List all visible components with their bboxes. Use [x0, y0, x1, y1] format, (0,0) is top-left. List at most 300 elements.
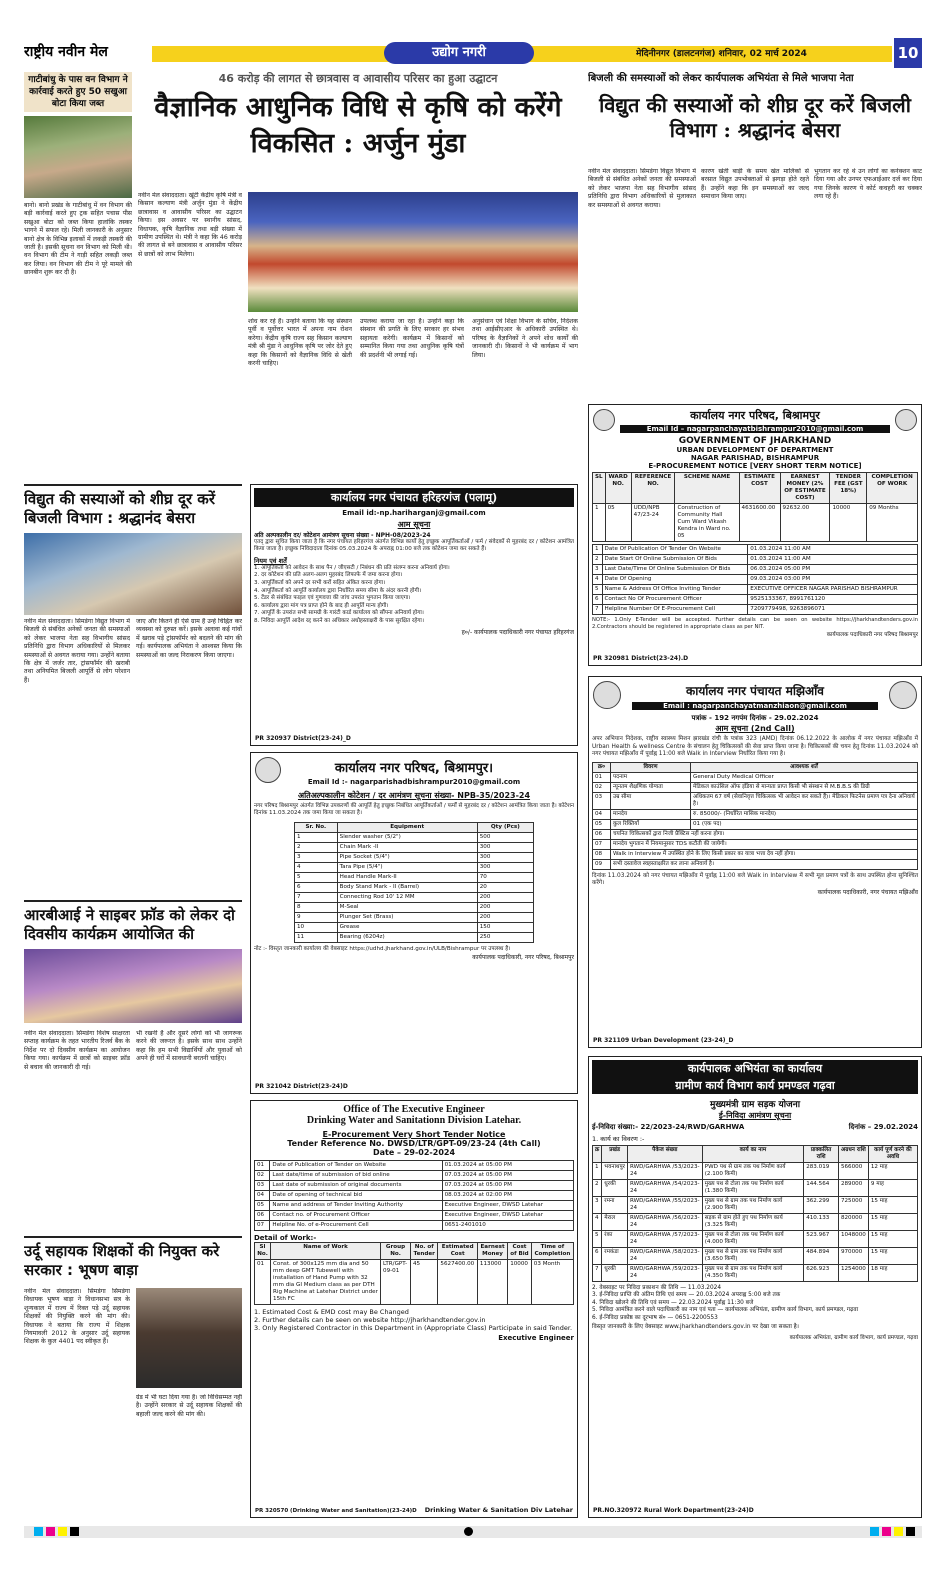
table-row	[593, 819, 918, 829]
cell: RWD/GARHWA /54/2023-24	[627, 1180, 702, 1197]
cell: 9525133367, 8991761120	[748, 595, 918, 605]
table-row	[593, 585, 918, 595]
cell: 484.894	[804, 1248, 839, 1265]
term: 6. कार्यालय द्वारा मांग पत्र प्राप्त होने के बाद ही आपूर्ति मान्य होगी।	[254, 602, 389, 609]
notice-terms-title: नियम एवं शर्तें	[254, 556, 287, 565]
cell: न्यूनतम शैक्षणिक योग्यता	[611, 782, 691, 792]
cell: चयनित चिकित्सकों द्वारा निजी प्रैक्टिस नहीं करना होगा।	[611, 829, 918, 839]
note: 1. Estimated Cost & EMD cost may Be Changed	[254, 1308, 409, 1316]
cell: 7	[295, 892, 338, 902]
notice-title: आम सूचना (2nd Call)	[715, 724, 795, 733]
notice-majhiaon	[588, 676, 922, 1048]
notice-email: Email Id – nagarpanchayatbishrampur2010@gmail.com	[620, 425, 890, 433]
cell: 2	[295, 842, 338, 852]
masthead	[24, 38, 922, 68]
cell: Executive Engineer, DWSD Latehar	[442, 1211, 573, 1221]
cell: 283.019	[804, 1163, 839, 1180]
col-header: कार्य पूर्ण करने की अवधि	[868, 1146, 917, 1163]
cell: Date Start Of Online Submission Of Bids	[602, 555, 748, 565]
col-header: क्र०	[593, 762, 611, 772]
story-photo	[24, 949, 242, 1023]
table-row	[255, 1161, 574, 1171]
col-header: REFERENCE NO.	[631, 473, 675, 504]
lead-photo	[248, 192, 578, 312]
cell: 0651-2401010	[442, 1221, 573, 1231]
cell: 08	[593, 849, 611, 859]
cell: मुख्य पथ से टोला तक पथ निर्माण कार्य (1.380 किमी)	[702, 1180, 803, 1197]
notice-intro: एतद् द्वारा सूचित किया जाता है कि नगर पंचायत हरिहरगंज अंतर्गत विभिन्न कार्यों हेतु इच्छुक आपूर्तिकर्ताओं / फर्म / संवेदकों से मुहरबंद दर / कोटेशन आमंत्रित किया जाता है। इच्छुक निविदादाता दिनांक 05.03.2024 के अपराह्न 01:00 बजे तक कोटेशन जमा कर सकते हैं।	[254, 539, 574, 553]
lead-body-1: नवीन मेल संवाददाता। खूंटी केंद्रीय कृषि मंत्री व किसान कल्याण मंत्री अर्जुन मुंडा ने केंद्रीय छात्रावास व आवासीय परिसर का उद्घाटन किया। इस अवसर पर स्थानीय सांसद, विधायक, कृषि वैज्ञानिक तथा बड़ी संख्या में ग्रामीण उपस्थित थे। मंत्री ने कहा कि 46 करोड़ की लागत से बने छात्रावास व आवासीय परिसर से छात्रों को लाभ मिलेगा।	[138, 192, 242, 258]
col-header: क्र	[593, 1146, 602, 1163]
schedule-table	[592, 544, 918, 615]
cell: 3	[593, 1197, 602, 1214]
cell: 11	[295, 932, 338, 942]
cell: 362.299	[804, 1197, 839, 1214]
cell: RWD/GARHWA /55/2023-24	[627, 1197, 702, 1214]
cell: 01.03.2024 11:00 AM	[748, 555, 918, 565]
registration-mark	[464, 1527, 473, 1536]
emblem-icon	[255, 757, 281, 783]
table-row	[593, 1248, 918, 1265]
table-row	[255, 1260, 574, 1305]
col-header: SL	[593, 473, 606, 504]
cell: 06	[255, 1211, 270, 1221]
notice-pr: PR 320937 District(23-24)_D	[255, 735, 351, 742]
cell: 2	[593, 555, 603, 565]
story-body-col2: भी रखनी है और दूसरे लोगों को भी जागरूक करने की जरूरत है। इसके साथ साथ उन्होंने कहा कि हम सभी विद्यार्थियों और युवाओं को अपने ही घरों में सावधानी बरतनी चाहिए।	[136, 1030, 242, 1063]
cell: Construction of Community Hall Cum Ward Vikash Kendra in Ward no. 05	[675, 504, 739, 542]
table-row	[255, 1191, 574, 1201]
cell: 1	[593, 504, 606, 542]
cell: 300	[477, 842, 533, 852]
notice-email: Email : nagarpanchayatmanzhiaon@gmail.com	[632, 702, 878, 710]
cell: मानदेय	[611, 809, 691, 819]
cell: 04	[593, 809, 611, 819]
table-row	[593, 839, 918, 849]
date-line: 4. निविदा खोलने की तिथि एवं समय — 22.03.2024 पूर्वाह्न 11:30 बजे	[592, 1299, 754, 1306]
cell: Head Handle Mark-II	[337, 872, 477, 882]
col-header: पैकेज संख्या	[627, 1146, 702, 1163]
notice-ref: ई-निविदा संख्या:- 22/2023-24/RWD/GARHWA	[592, 1123, 745, 1131]
col-header: SCHEME NAME	[675, 473, 739, 504]
notice-terms	[254, 565, 574, 626]
left-top-story	[24, 72, 132, 472]
cell: पदनाम	[611, 772, 691, 782]
note: 2. Further details can be seen on website http://jharkhandtender.gov.in	[254, 1316, 486, 1324]
notice-date: दिनांक – 29.02.2024	[848, 1123, 918, 1131]
cell: 523.967	[804, 1231, 839, 1248]
cell: 9 माह	[868, 1180, 917, 1197]
notice-sign: कार्यपालक पदाधिकारी नगर परिषद बिश्रामपुर	[826, 632, 918, 639]
term: 5. टेंडर से संबंधित फाइल एवं गुणवत्ता की जांच उपरांत भुगतान किया जाएगा।	[254, 595, 411, 602]
cell: मुख्य पथ से ग्राम तक पथ निर्माण कार्य (3.650 किमी)	[702, 1248, 803, 1265]
cell: Body Stand Mark - II (Barrel)	[337, 882, 477, 892]
table-row	[593, 772, 918, 782]
table-row	[255, 1181, 574, 1191]
cell: 01 (एक पद)	[691, 819, 918, 829]
cell: 06	[593, 829, 611, 839]
notice-sign: ह०/- कार्यपालक पदाधिकारी नगर पंचायत हरिहरगंज	[461, 628, 574, 636]
cell: General Duty Medical Officer	[691, 772, 918, 782]
notice-sub: 1. कार्य का विवरण :-	[592, 1135, 645, 1143]
notice-office: कार्यालय नगर पंचायत मझिआँव	[686, 684, 824, 698]
cell: Date of Publication of Tender on Website	[270, 1161, 442, 1171]
story-body-col2: ग्रेड में भी घटा दिया गया है। जो विधिसम्मत नहीं है। उन्होंने सरकार से उर्दू सहायक शिक्षकों की बहाली जल्द करने की मांग की।	[136, 1394, 242, 1418]
notice-office-2: Drinking Water and Sanitationn Division Latehar.	[306, 1115, 522, 1126]
lead-body-2: शोध कर रहे हैं। उन्होंने बताया कि यह संस्थान पूर्वी व पूर्वोत्तर भारत में अपना नाम रोशन करेगा। केंद्रीय कृषि राज्य सह किसान कल्याण मंत्री श्री मुंडा ने आधुनिक कृषि पर जोर देते हुए कहा कि किसानों को वैज्ञानिक विधि से खेती करनी चाहिए।	[248, 318, 352, 368]
cell: 6	[295, 882, 338, 892]
works-table	[592, 1145, 918, 1282]
registration-mark	[882, 1527, 891, 1536]
cell: 1	[593, 545, 603, 555]
cell: 06.03.2024 05:00 PM	[748, 565, 918, 575]
table-row	[593, 782, 918, 792]
table-row	[593, 1231, 918, 1248]
notice-pr: PR 321042 District(23-24)D	[255, 1083, 348, 1090]
left-rbi-story	[24, 900, 242, 1230]
cell: 01.03.2024 at 05:00 PM	[442, 1161, 573, 1171]
col-header: आवश्यक शर्तें	[691, 762, 918, 772]
cell: 6	[593, 595, 603, 605]
notice-office: कार्यपालक अभियंता का कार्यालय	[592, 1060, 918, 1077]
table-row	[593, 504, 918, 542]
left-electricity-story	[24, 484, 242, 894]
section-name: उद्योग नगरी	[384, 42, 534, 64]
cell: भवनाथपुर	[602, 1163, 628, 1180]
cell: 7	[593, 605, 603, 615]
table-row	[295, 862, 534, 872]
eligibility-table	[592, 762, 918, 870]
notice-footer-sign: Drinking Water & Sanitation Div Latehar	[424, 1506, 573, 1514]
notice-footer: विस्तृत जानकारी के लिए वेबसाइट www.jharkhandtenders.gov.in पर देखा जा सकता है।	[592, 1324, 799, 1331]
cell: 10000	[508, 1260, 532, 1305]
lead-body-3: उपलब्ध कराया जा रहा है। उन्होंने कहा कि संस्थान की प्रगति के लिए सरकार हर संभव सहायता करेगी। कार्यक्रम में किसानों को सम्मानित किया गया तथा आधुनिक कृषि यंत्रों की प्रदर्शनी भी लगाई गई।	[360, 318, 464, 359]
col-header: WARD NO.	[605, 473, 631, 504]
notice-parishad: NAGAR PARISHAD, BISHRAMPUR	[690, 454, 820, 462]
cell: 15 माह	[868, 1248, 917, 1265]
date-line: 5. निविदा आमंत्रित करने वाले पदाधिकारी का नाम एवं पता — कार्यपालक अभियंता, ग्रामीण कार्य विभाग, कार्य प्रमण्डल, गढ़वा	[592, 1307, 859, 1314]
notice-title: अतिअल्पकालीन कोटेशन / दर आमंत्रण सूचना संख्या- NPB-35/2023-24	[297, 791, 531, 800]
registration-mark	[906, 1527, 915, 1536]
cell: 4631600.00	[739, 504, 780, 542]
table-row	[593, 555, 918, 565]
table-row	[593, 1214, 918, 1231]
cell: Helpline No. of e-Procurement Cell	[270, 1221, 442, 1231]
notice-sign: कार्यपालक पदाधिकारी, नगर पंचायत मझिआँव	[817, 888, 918, 896]
col-header: Qty (Pcs)	[477, 822, 533, 832]
col-header: Sr. No.	[295, 822, 338, 832]
story-kicker: बिजली की समस्याओं को लेकर कार्यपालक अभियंता से मिले भाजपा नेता	[588, 73, 854, 84]
cell: मेराल	[602, 1214, 628, 1231]
col-header: Sl No.	[255, 1243, 271, 1260]
term: 7. आपूर्ति के उपरांत सभी सामग्री के गारंटी कार्ड कार्यालय को सौंपना अनिवार्य होगा।	[254, 610, 424, 617]
col-header: EARNEST MONEY (2% OF ESTIMATE COST)	[780, 473, 830, 504]
cell: 3	[295, 852, 338, 862]
notice-hariharganj	[250, 484, 578, 746]
cell: 2	[593, 1180, 602, 1197]
cell: Date Of Opening	[602, 575, 748, 585]
table-row	[593, 849, 918, 859]
table-row	[593, 1197, 918, 1214]
cell: RWD/GARHWA /53/2023-24	[627, 1163, 702, 1180]
cell: अधिकतम 67 वर्ष (सेवानिवृत्त चिकित्सक भी आवेदन कर सकते हैं)। मेडिकल फिटनेस प्रमाण पत्र देना अनिवार्य है।	[691, 792, 918, 809]
notice-email: Email Id :- nagarparishadbishrampur2010@gmail.com	[307, 778, 521, 786]
notice-gov: GOVERNMENT OF JHARKHAND	[678, 436, 832, 446]
cell: LTR/GPT-09-01	[381, 1260, 411, 1305]
cell: Chain Mark -II	[337, 842, 477, 852]
cell: Slender washer (5/2")	[337, 832, 477, 842]
cell: मेडिकल काउंसिल ऑफ इंडिया से मान्यता प्राप्त किसी भी संस्थान से M.B.B.S की डिग्री	[691, 782, 918, 792]
cell: 3	[593, 565, 603, 575]
table-row	[593, 829, 918, 839]
schedule-table	[254, 1160, 574, 1231]
story-body-col1: नवीन मेल संवाददाता। सिमडेगा विशेष साक्षरता सप्ताह कार्यक्रम के तहत भारतीय रिजर्व बैंक के निर्देश पर दो दिवसीय कार्यक्रम का आयोजन किया गया। कार्यक्रम में छात्रों को साइबर फ्रॉड से बचाव की जानकारी दी गई।	[24, 1030, 130, 1071]
cell: 09	[593, 859, 611, 869]
cell: 01	[593, 772, 611, 782]
cell: 5627400.00	[438, 1260, 478, 1305]
note: 3. Only Registered Contractor in this Department in (Appropriate Class) Participate in said Tender.	[254, 1324, 573, 1332]
cell: 150	[477, 922, 533, 932]
cell: 05	[593, 819, 611, 829]
cell: UDD/NPB 47/23-24	[631, 504, 675, 542]
notice-footer: दिनांक 11.03.2024 को नगर पंचायत मझिआँव में पूर्वाह्न 11:00 बजे Walk in Interview में सभी मूल प्रमाण पत्रों के साथ उपस्थित होना सुनिश्चित करेंगे।	[592, 872, 918, 887]
cell: 12 माह	[868, 1163, 917, 1180]
table-row	[593, 605, 918, 615]
cell: मुख्य पथ से ग्राम तक पथ निर्माण कार्य (4.350 किमी)	[702, 1265, 803, 1282]
mla-photo	[136, 1288, 242, 1388]
cell: रु. 85000/- (निर्धारित मासिक मानदेय)	[691, 809, 918, 819]
notice-title: आम सूचना	[397, 520, 431, 529]
cell: 626.923	[804, 1265, 839, 1282]
cell: 1	[295, 832, 338, 842]
table-row	[593, 1265, 918, 1282]
col-header: Estimated Cost	[438, 1243, 478, 1260]
cell: 6	[593, 1248, 602, 1265]
notice-notes: NOTE:- 1.Only E-Tender will be accepted. Further details can be seen on website https://jharkhandtenders.gov.in 2.Contractors should be registered in appropriate class as per NIT.	[592, 617, 918, 630]
cell: RWD/GARHWA /56/2023-24	[627, 1214, 702, 1231]
cell: रमकंडा	[602, 1248, 628, 1265]
cell: Helpline Number Of E-Procurement Cell	[602, 605, 748, 615]
tender-table	[592, 472, 918, 542]
cell: 4	[593, 1214, 602, 1231]
cell: RWD/GARHWA /58/2023-24	[627, 1248, 702, 1265]
cell: मानदेय भुगतान में नियमानुसार TDS कटौती की जायेगी।	[611, 839, 918, 849]
notice-title: ई-निविदा आमंत्रण सूचना	[718, 1111, 792, 1120]
notice-office: Office of The Executive Engineer	[343, 1104, 485, 1115]
cell: 5	[593, 585, 603, 595]
cell: 20	[477, 882, 533, 892]
cell: 566000	[838, 1163, 868, 1180]
story-kicker: गाटीबांधु के पास वन विभाग ने कार्रवाई करते हुए 50 सखुआ बोटा किया जब्त	[24, 72, 132, 112]
cell: 03	[255, 1181, 270, 1191]
table-row	[255, 1211, 574, 1221]
equipment-table	[294, 822, 534, 943]
cell: 70	[477, 872, 533, 882]
notice-dates	[592, 1285, 918, 1322]
cell: Date of opening of technical bid	[270, 1191, 442, 1201]
cell: 144.564	[804, 1180, 839, 1197]
cell: 9	[295, 912, 338, 922]
table-row	[255, 1221, 574, 1231]
color-registration-bar	[24, 1526, 922, 1538]
emblem-icon	[895, 409, 917, 431]
cell: 10	[295, 922, 338, 932]
registration-mark	[870, 1527, 879, 1536]
notice-intro: नगर परिषद बिश्रामपुर अंतर्गत विभिन्न उपकरणों की आपूर्ति हेतु इच्छुक निबंधित आपूर्तिकर्ताओं / फर्मों से मुहरबंद दर / कोटेशन आमंत्रित किया जाता है। कोटेशन दिनांक 11.03.2024 तक जमा किया जा सकता है।	[254, 803, 574, 817]
registration-mark	[58, 1527, 67, 1536]
story-body-col1: नवीन मेल संवाददाता। सिमडेगा विद्युत विभाग में बिजली से संबंधित अनेकों जनता की समस्याओं को लेकर भाजपा नेता सह विभागीय सांसद प्रतिनिधि द्वारा विभाग अधिकारियों से मिलकर समस्याओं से अवगत कराया गया। उन्होंने बताया कि क्षेत्र में जर्जर तार, ट्रांसफॉर्मर की खराबी तथा अनियमित बिजली आपूर्ति से लोग परेशान हैं।	[24, 618, 130, 684]
cell: 1048000	[838, 1231, 868, 1248]
notice-office-2: ग्रामीण कार्य विभाग कार्य प्रमण्डल गढ़वा	[592, 1077, 918, 1094]
detail-title: Detail of Work:-	[254, 1234, 317, 1242]
notice-sign: Executive Engineer	[498, 1334, 574, 1342]
cell: Grease	[337, 922, 477, 932]
cell: 1254000	[838, 1265, 868, 1282]
notice-intro: अपर अभियान निदेशक, राष्ट्रीय स्वास्थ्य मिशन झारखंड रांची के पत्रांक 323 (AMD) दिनांक 06.12.2022 के आलोक में नगर पंचायत मझिआँव में Urban Health & wellness Centre के संचालन हेतु चिकित्सकों की सेवा प्राप्त किया जाना है। चिकित्सकों की चयन हेतु दिनांक 11.03.2024 को नगर पंचायत मझिआँव में पूर्वाह्न 11:00 बजे Walk in Interview निर्धारित किया गया है।	[592, 736, 918, 758]
cell: EXECUTIVE OFFICER NAGAR PARISHAD BISHRAMPUR	[748, 585, 918, 595]
cell: Last Date/Time Of Online Submission Of Bids	[602, 565, 748, 575]
table-row	[593, 1180, 918, 1197]
table-row	[295, 912, 534, 922]
story-headline: उर्दू सहायक शिक्षकों की नियुक्त करे सरकार : भूषण बाड़ा	[24, 1242, 220, 1279]
cell: 15 माह	[868, 1214, 917, 1231]
cell: 02	[255, 1171, 270, 1181]
cell: धुरकी	[602, 1180, 628, 1197]
col-header: कार्य का नाम	[702, 1146, 803, 1163]
cell: Tara Pipe (5/4")	[337, 862, 477, 872]
cell: 1	[593, 1163, 602, 1180]
cell: 03 Month	[531, 1260, 573, 1305]
cell: Bearing (6204z)	[337, 932, 477, 942]
cell: 07.03.2024 at 05:00 PM	[442, 1171, 573, 1181]
cell: RWD/GARHWA /59/2023-24	[627, 1265, 702, 1282]
cell: 7	[593, 1265, 602, 1282]
cell: 300	[477, 862, 533, 872]
cell: 113000	[477, 1260, 507, 1305]
cell: 200	[477, 912, 533, 922]
notice-office: कार्यालय नगर पंचायत हरिहरगंज (पलामू)	[254, 488, 574, 507]
cell: 15 माह	[868, 1197, 917, 1214]
col-header: प्रखंड	[602, 1146, 628, 1163]
notice-title: E-PROCUREMENT NOTICE [VERY SHORT TERM NOTICE]	[648, 462, 862, 470]
cell: 05	[605, 504, 631, 542]
cell: 200	[477, 902, 533, 912]
cell: 10000	[830, 504, 867, 542]
lead-story	[138, 72, 578, 482]
notice-garhwa	[588, 1056, 922, 1518]
date-line: 2. वेबसाइट पर निविदा प्रकाशन की तिथि — 11.03.2024	[592, 1285, 722, 1291]
story-body-col1: नवीन मेल संवाददाता। सिमडेगा विद्युत विभाग में बिजली से संबंधित अनेकों जनता की समस्याओं को लेकर भाजपा नेता सह विभागीय सांसद प्रतिनिधि द्वारा विभाग अधिकारियों से मुलाकात कर समस्याओं से अवगत कराया।	[588, 168, 696, 209]
notice-dept: URBAN DEVELOPMENT OF DEPARTMENT	[676, 446, 834, 454]
col-header: COMPLETION OF WORK	[867, 473, 918, 504]
story-body-col2: कारण खेती बाड़ी के समय खेत मालिकों से बरसात विद्युत उपभोक्ताओं से झगड़ा होते रहते हैं। उन्होंने कहा कि इन समस्याओं का जल्द समाधान किया जाए।	[701, 168, 809, 201]
cell: 5	[593, 1231, 602, 1248]
notice-bishrampur-npb	[250, 752, 578, 1094]
story-photo	[24, 533, 242, 615]
notice-pr: PR 320570 (Drinking Water and Sanitation)(23-24)D	[255, 1508, 417, 1514]
dateline: मेदिनीनगर (डालटनगंज) शनिवार, 02 मार्च 2024	[636, 49, 807, 59]
col-header: Name of Work	[271, 1243, 381, 1260]
col-header: ESTIMATE COST	[739, 473, 780, 504]
cell: 02	[593, 782, 611, 792]
cell: 01.03.2024 11:00 AM	[748, 545, 918, 555]
table-row	[295, 842, 534, 852]
notice-latehar	[250, 1100, 578, 1518]
cell: 07.03.2024 at 05:00 PM	[442, 1181, 573, 1191]
table-row	[593, 809, 918, 819]
cell: Name & Address Of Office Inviting Tender	[602, 585, 748, 595]
table-row	[593, 595, 918, 605]
cell: 820000	[838, 1214, 868, 1231]
cell: Last date of submission of original documents	[270, 1181, 442, 1191]
cell: 01	[255, 1161, 270, 1171]
cell: रंका	[602, 1231, 628, 1248]
cell: 09.03.2024 03:00 PM	[748, 575, 918, 585]
registration-mark	[894, 1527, 903, 1536]
col-header: No. of Tender	[411, 1243, 438, 1260]
table-row	[255, 1171, 574, 1181]
cell: Date Of Publication Of Tender On Website	[602, 545, 748, 555]
cell: 200	[477, 892, 533, 902]
table-row	[295, 922, 534, 932]
registration-mark	[46, 1527, 55, 1536]
cell: मुख्य पथ से ग्राम तक पथ निर्माण कार्य (2.900 किमी)	[702, 1197, 803, 1214]
term: 4. आपूर्तिकर्ता को आपूर्ति कार्यालय द्वारा निर्धारित समय सीमा के अंदर करनी होगी।	[254, 587, 422, 594]
notice-scheme: मुख्यमंत्री ग्राम सड़क योजना	[709, 1100, 801, 1110]
cell: 4	[593, 575, 603, 585]
notice-notes	[254, 1308, 574, 1332]
col-header: प्राक्कलित राशि	[804, 1146, 839, 1163]
registration-mark	[34, 1527, 43, 1536]
emblem-icon	[593, 681, 621, 709]
table-row	[295, 872, 534, 882]
notice-pr: PR 320981 District(23-24).D	[593, 655, 689, 662]
notice-ref: Tender Reference No. DWSD/LTR/GPT-09/23-24 (4th Call)	[287, 1139, 541, 1148]
notice-office: कार्यालय नगर परिषद, बिश्रामपुर।	[334, 761, 494, 776]
story-body-col2: जाए और कितने ही ऐसे ग्राम हैं उन्हें चिह्नित कर व्यवस्था को दुरुस्त करें। इसके अलावा कई गांवों में खराब पड़े ट्रांसफॉर्मर को बदलने की मांग की गई। कार्यपालक अभियंता ने आश्वस्त किया कि समस्याओं का जल्द निराकरण किया जाएगा।	[136, 618, 242, 659]
story-photo	[24, 116, 132, 198]
notice-bishrampur-eng	[588, 404, 922, 666]
cell: 410.133	[804, 1214, 839, 1231]
page-number: 10	[894, 38, 922, 68]
table-row	[593, 792, 918, 809]
story-headline: विद्युत की सस्याओं को शीघ्र दूर करें बिजली विभाग : श्रद्धानंद बेसरा	[24, 490, 215, 527]
cell: 08.03.2024 at 02:00 PM	[442, 1191, 573, 1201]
cell: Executive Engineer, DWSD Latehar	[442, 1201, 573, 1211]
table-row	[295, 932, 534, 942]
cell: 07	[255, 1221, 270, 1231]
cell: Pipe Socket (5/4")	[337, 852, 477, 862]
date-line: 3. ई-निविदा प्राप्ति की अंतिम तिथि एवं समय — 20.03.2024 अपराह्न 5:00 बजे तक	[592, 1292, 781, 1299]
col-header: Equipment	[337, 822, 477, 832]
table-row	[295, 852, 534, 862]
cell: Plunger Set (Brass)	[337, 912, 477, 922]
notice-pr: PR 321109 Urban Development (23-24)_D	[593, 1037, 734, 1044]
emblem-icon	[889, 681, 917, 709]
table-row	[593, 565, 918, 575]
cell: 01	[255, 1260, 271, 1305]
table-row	[295, 902, 534, 912]
cell: रमना	[602, 1197, 628, 1214]
notice-office: कार्यालय नगर परिषद, बिश्रामपुर	[690, 409, 820, 422]
cell: Const. of 300x125 mm dia and 50 mm deep GMT Tubewell with installation of Hand Pump with 32 mm dia GI Medium class as per DTH Rig Machine at Latehar District under 15th FC	[271, 1260, 381, 1305]
cell: 15 माह	[868, 1231, 917, 1248]
notice-sign: कार्यपालक पदाधिकारी, नगर परिषद, बिश्रामपुर	[472, 954, 574, 962]
notice-pr: PR.NO.320972 Rural Work Department(23-24)D	[593, 1507, 754, 1514]
notice-sign: कार्यपालक अभियंता, ग्रामीण कार्य विभाग, कार्य प्रमण्डल, गढ़वा	[789, 1335, 918, 1342]
col-header: अग्रधन राशि	[838, 1146, 868, 1163]
table-row	[593, 1163, 918, 1180]
